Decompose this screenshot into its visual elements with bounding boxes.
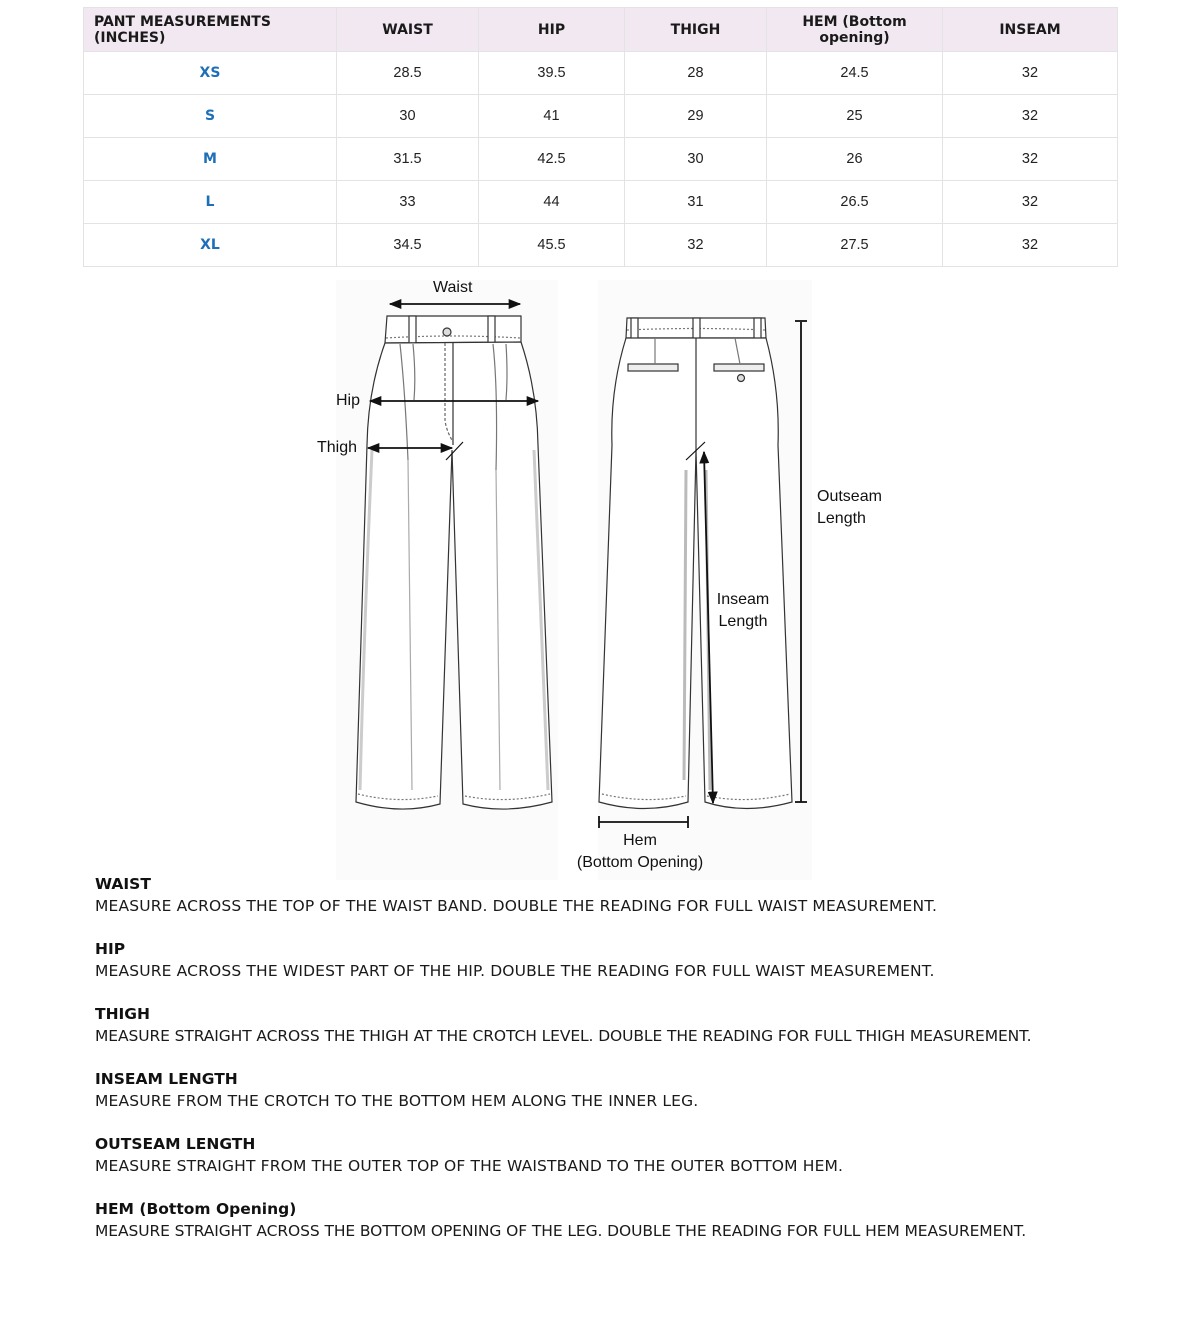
table-header-row <box>84 8 1118 52</box>
table-row <box>84 181 1118 224</box>
instruction-heading: WAIST <box>95 875 151 893</box>
header-hem: HEM (Bottom opening) <box>767 8 943 52</box>
outseam-label-line2: Length <box>817 510 866 527</box>
table-row <box>84 224 1118 267</box>
hip-value: 45.5 <box>479 224 625 267</box>
table-row <box>84 95 1118 138</box>
size-label: M <box>84 138 337 181</box>
hem-value: 26.5 <box>767 181 943 224</box>
hem-label-line1: Hem <box>623 832 657 849</box>
instruction-text: MEASURE STRAIGHT FROM THE OUTER TOP OF THE WAISTBAND TO THE OUTER BOTTOM HEM. <box>95 1157 844 1175</box>
hem-value: 27.5 <box>767 224 943 267</box>
hip-value: 39.5 <box>479 52 625 95</box>
instruction-thigh <box>95 1003 1175 1068</box>
header-pant-measurements: PANT MEASUREMENTS (INCHES) <box>84 8 337 52</box>
inseam-value: 32 <box>943 224 1118 267</box>
pants-illustration <box>0 270 1200 880</box>
size-label: S <box>84 95 337 138</box>
instruction-text: MEASURE ACROSS THE WIDEST PART OF THE HIP. DOUBLE THE READING FOR FULL WAIST MEASUREMENT. <box>95 962 935 980</box>
instruction-heading: HEM (Bottom Opening) <box>95 1200 297 1218</box>
header-thigh: THIGH <box>625 8 767 52</box>
hip-label: Hip <box>336 392 361 409</box>
waist-value: 33 <box>337 181 479 224</box>
hem-label <box>570 830 710 874</box>
thigh-value: 29 <box>625 95 767 138</box>
outseam-label-line1: Outseam <box>817 488 882 505</box>
instruction-hem <box>95 1198 1175 1263</box>
thigh-value: 32 <box>625 224 767 267</box>
inseam-value: 32 <box>943 52 1118 95</box>
size-label: XL <box>84 224 337 267</box>
header-waist: WAIST <box>337 8 479 52</box>
table-row <box>84 52 1118 95</box>
inseam-label-line1: Inseam <box>716 591 770 608</box>
inseam-value: 32 <box>943 138 1118 181</box>
thigh-value: 30 <box>625 138 767 181</box>
hip-value: 44 <box>479 181 625 224</box>
hem-label-line2: (Bottom Opening) <box>576 854 704 871</box>
hem-value: 26 <box>767 138 943 181</box>
measurement-diagram <box>0 270 1200 880</box>
thigh-value: 28 <box>625 52 767 95</box>
instruction-heading: THIGH <box>95 1005 151 1023</box>
instruction-text: MEASURE STRAIGHT ACROSS THE BOTTOM OPENING OF THE LEG. DOUBLE THE READING FOR FULL HEM MEASUREMENT. <box>95 1222 1027 1240</box>
hem-value: 24.5 <box>767 52 943 95</box>
instruction-text: MEASURE FROM THE CROTCH TO THE BOTTOM HEM ALONG THE INNER LEG. <box>95 1092 699 1110</box>
instruction-outseam <box>95 1133 1175 1198</box>
hip-value: 41 <box>479 95 625 138</box>
inseam-value: 32 <box>943 95 1118 138</box>
header-inseam: INSEAM <box>943 8 1118 52</box>
waist-value: 31.5 <box>337 138 479 181</box>
inseam-label-line2: Length <box>718 613 768 630</box>
waist-value: 30 <box>337 95 479 138</box>
thigh-value: 31 <box>625 181 767 224</box>
outseam-label <box>817 486 882 530</box>
instruction-waist <box>95 873 1175 938</box>
instruction-text: MEASURE STRAIGHT ACROSS THE THIGH AT THE CROTCH LEVEL. DOUBLE THE READING FOR FULL THIGH MEASUREMENT. <box>95 1027 1032 1045</box>
inseam-label <box>713 589 773 633</box>
instruction-heading: OUTSEAM LENGTH <box>95 1135 256 1153</box>
instruction-heading: INSEAM LENGTH <box>95 1070 238 1088</box>
hem-value: 25 <box>767 95 943 138</box>
instruction-hip <box>95 938 1175 1003</box>
waist-label: Waist <box>433 279 473 296</box>
instruction-text: MEASURE ACROSS THE TOP OF THE WAIST BAND. DOUBLE THE READING FOR FULL WAIST MEASUREMENT. <box>95 897 938 915</box>
table-row <box>84 138 1118 181</box>
measurement-instructions <box>95 873 1175 1263</box>
waist-value: 34.5 <box>337 224 479 267</box>
size-label: XS <box>84 52 337 95</box>
instruction-heading: HIP <box>95 940 126 958</box>
instruction-inseam <box>95 1068 1175 1133</box>
thigh-label: Thigh <box>317 439 358 456</box>
waist-value: 28.5 <box>337 52 479 95</box>
size-chart-table <box>83 7 1118 267</box>
hip-value: 42.5 <box>479 138 625 181</box>
inseam-value: 32 <box>943 181 1118 224</box>
size-label: L <box>84 181 337 224</box>
header-hip: HIP <box>479 8 625 52</box>
